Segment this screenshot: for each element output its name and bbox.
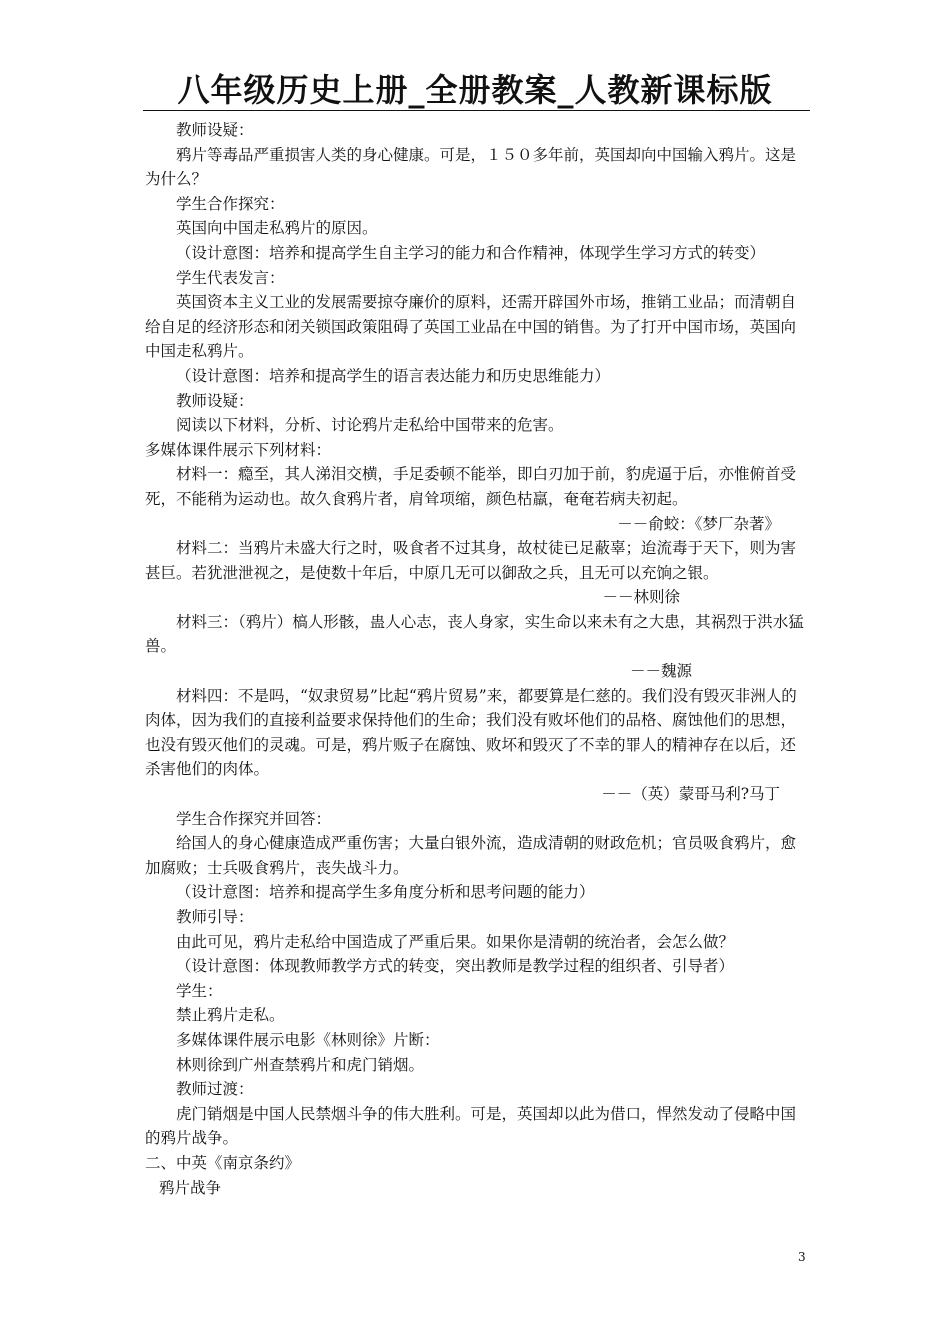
paragraph: 禁止鸦片走私。: [176, 1006, 285, 1025]
citation: －－俞蛟：《梦厂杂著》: [617, 514, 780, 533]
paragraph: 教师设疑：: [176, 391, 254, 410]
paragraph: （设计意图：培养和提高学生的语言表达能力和历史思维能力）: [176, 366, 611, 385]
section-heading: 二、中英《南京条约》: [145, 1153, 301, 1172]
title-rule: [143, 110, 810, 111]
paragraph: 虎门销烟是中国人民禁烟斗争的伟大胜利。可是，英国却以此为借口，悍然发动了侵略中国的鸦片战争。: [145, 1104, 797, 1148]
paragraph: 学生合作探究并回答：: [176, 809, 332, 828]
paragraph: 阅读以下材料，分析、讨论鸦片走私给中国带来的危害。: [176, 416, 564, 435]
material-one: 材料一：瘾至，其人涕泪交横，手足委顿不能举，即白刃加于前，豹虎逼于后，亦惟俯首受死，不能稍为运动也。故久食鸦片者，肩耸项缩，颜色枯羸，奄奄若病夫初起。: [145, 465, 797, 508]
paragraph: 教师设疑：: [176, 121, 254, 139]
paragraph: 林则徐到广州查禁鸦片和虎门销烟。: [176, 1055, 425, 1074]
citation: －－（英）蒙哥马利?马丁: [601, 785, 780, 804]
paragraph: （设计意图：体现教师教学方式的转变，突出教师是教学过程的组织者、引导者）: [176, 957, 735, 976]
subsection-heading: 鸦片战争: [159, 1178, 222, 1197]
paragraph: （设计意图：培养和提高学生多角度分析和思考问题的能力）: [176, 883, 595, 902]
paragraph: 学生代表发言：: [176, 268, 285, 287]
page-title: 八年级历史上册_全册教案_人教新课标版: [177, 71, 773, 109]
citation: －－魏源: [629, 662, 692, 681]
document-body: [145, 118, 810, 1200]
paragraph: 多媒体课件展示电影《林则徐》片断：: [176, 1030, 440, 1049]
paragraph: 教师过渡：: [176, 1080, 254, 1099]
paragraph: （设计意图：培养和提高学生自主学习的能力和合作精神，体现学生学习方式的转变）: [176, 243, 766, 262]
material-two: 材料二：当鸦片未盛大行之时，吸食者不过其身，故杖徒已足蔽辜；迨流毒于天下，则为害甚巨。若犹泄泄视之，是使数十年后，中原几无可以御敌之兵，且无可以充饷之银。: [145, 539, 797, 582]
citation: －－林则徐: [602, 588, 680, 607]
material-four: 材料四：不是吗，“奴隶贸易”比起“鸦片贸易”来，都要算是仁慈的。我们没有毁灭非洲人的肉体，因为我们的直接利益要求保持他们的生命；我们没有败坏他们的品格、腐蚀他们的思想，也没有毁灭他们的灵魂。可是，鸦片贩子在腐蚀、败坏和毁灭了不幸的罪人的精神存在以后，还杀害他们的肉体。: [145, 686, 797, 779]
page-number: 3: [798, 1250, 806, 1264]
paragraph: 鸦片等毒品严重损害人类的身心健康。可是，１５０多年前，英国却向中国输入鸦片。这是为什么？: [145, 145, 797, 189]
paragraph: 给国人的身心健康造成严重伤害；大量白银外流，造成清朝的财政危机；官员吸食鸦片，愈加腐败；士兵吸食鸦片，丧失战斗力。: [145, 834, 797, 877]
paragraph: 学生：: [176, 981, 223, 1000]
paragraph: 学生合作探究：: [176, 194, 285, 213]
paragraph: 教师引导：: [176, 908, 254, 926]
paragraph: 多媒体课件展示下列材料：: [145, 440, 332, 459]
paragraph: 由此可见，鸦片走私给中国造成了严重后果。如果你是清朝的统治者，会怎么做？: [176, 932, 735, 951]
material-three: 材料三：（鸦片）槁人形骸，蛊人心志，丧人身家，实生命以来未有之大患，其祸烈于洪水猛兽。: [145, 612, 804, 656]
paragraph: 英国资本主义工业的发展需要掠夺廉价的原料，还需开辟国外市场，推销工业品；而清朝自给自足的经济形态和闭关锁国政策阻碍了英国工业品在中国的销售。为了打开中国市场，英国向中国走私鸦片。: [145, 293, 797, 361]
paragraph: 英国向中国走私鸦片的原因。: [176, 219, 378, 238]
